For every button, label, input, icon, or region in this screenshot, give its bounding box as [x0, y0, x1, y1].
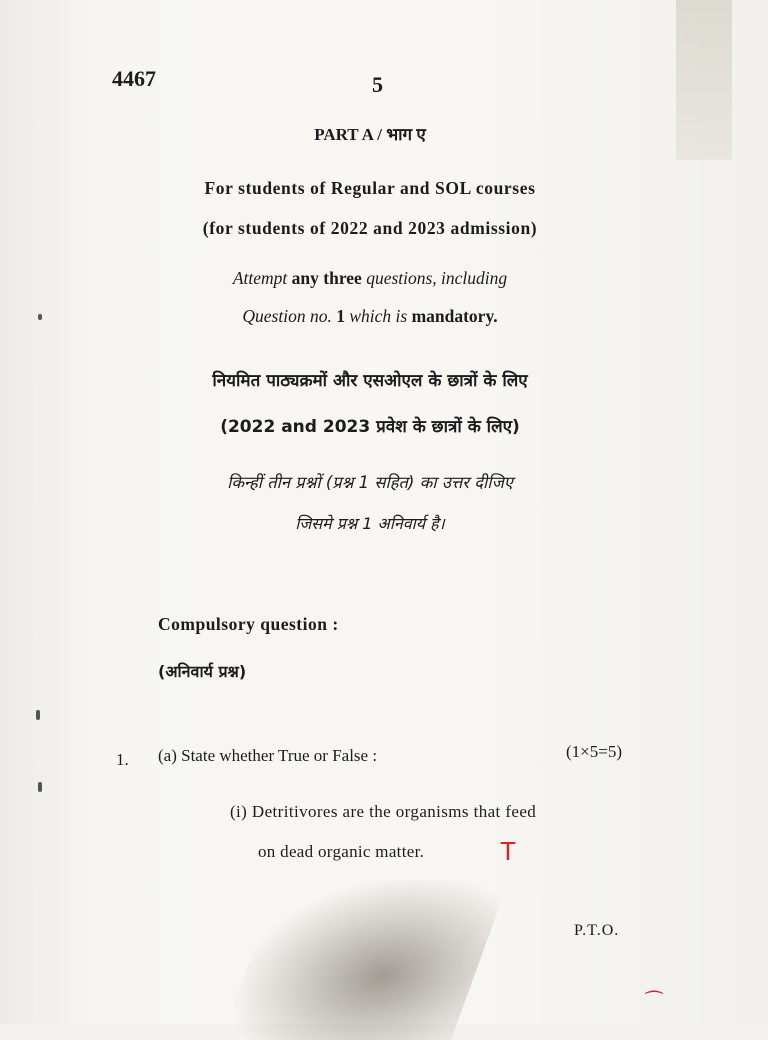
paper-code: 4467 [112, 66, 156, 91]
instruction-line-3 [0, 268, 740, 289]
page-number: 5 [372, 72, 383, 97]
question-no-text: Question no. [242, 306, 332, 326]
instruction-line-4 [0, 306, 740, 327]
pto-label: P.T.O. [574, 922, 620, 939]
question-one-number: 1 [336, 306, 345, 326]
instruction-line-2: (for students of 2022 and 2023 admission) [202, 218, 538, 238]
handwritten-answer: T [500, 836, 516, 866]
margin-mark [36, 710, 40, 720]
hindi-instruction-line-3: किन्हीं तीन प्रश्नों (प्रश्न 1 सहित) का उत्तर दीजिए [227, 473, 513, 492]
part-heading [0, 122, 740, 145]
finger-shadow [221, 880, 509, 1040]
question-marks: (1×5=5) [566, 742, 622, 761]
question-item-i-line-2: on dead organic matter. [258, 842, 425, 861]
questions-including-text: questions, including [366, 268, 508, 288]
mandatory-text: mandatory. [411, 306, 498, 326]
question-part-a: (a) State whether True or False : [158, 746, 378, 765]
hindi-instruction-line-4: जिसमे प्रश्न 1 अनिवार्य है। [295, 514, 445, 533]
question-number: 1. [116, 750, 129, 769]
hindi-instruction-line-1: नियमित पाठ्यक्रमों और एसओएल के छात्रों के लिए [212, 371, 528, 391]
instruction-line-1: For students of Regular and SOL courses [204, 178, 536, 198]
attempt-text: Attempt [232, 268, 288, 288]
hindi-instruction-line-2: (2022 and 2023 प्रवेश के छात्रों के लिए) [220, 417, 520, 437]
compulsory-question-hindi-label: (अनिवार्य प्रश्न) [158, 662, 247, 681]
which-is-text: which is [349, 306, 408, 326]
red-ink-scribble-icon: ⁀ [646, 992, 663, 1014]
part-heading-text: PART A / भाग ए [314, 125, 426, 144]
compulsory-question-label: Compulsory question : [158, 614, 339, 634]
question-item-i-line-1: (i) Detritivores are the organisms that feed [230, 802, 537, 821]
margin-mark [38, 782, 42, 792]
any-three-text: any three [291, 268, 362, 288]
